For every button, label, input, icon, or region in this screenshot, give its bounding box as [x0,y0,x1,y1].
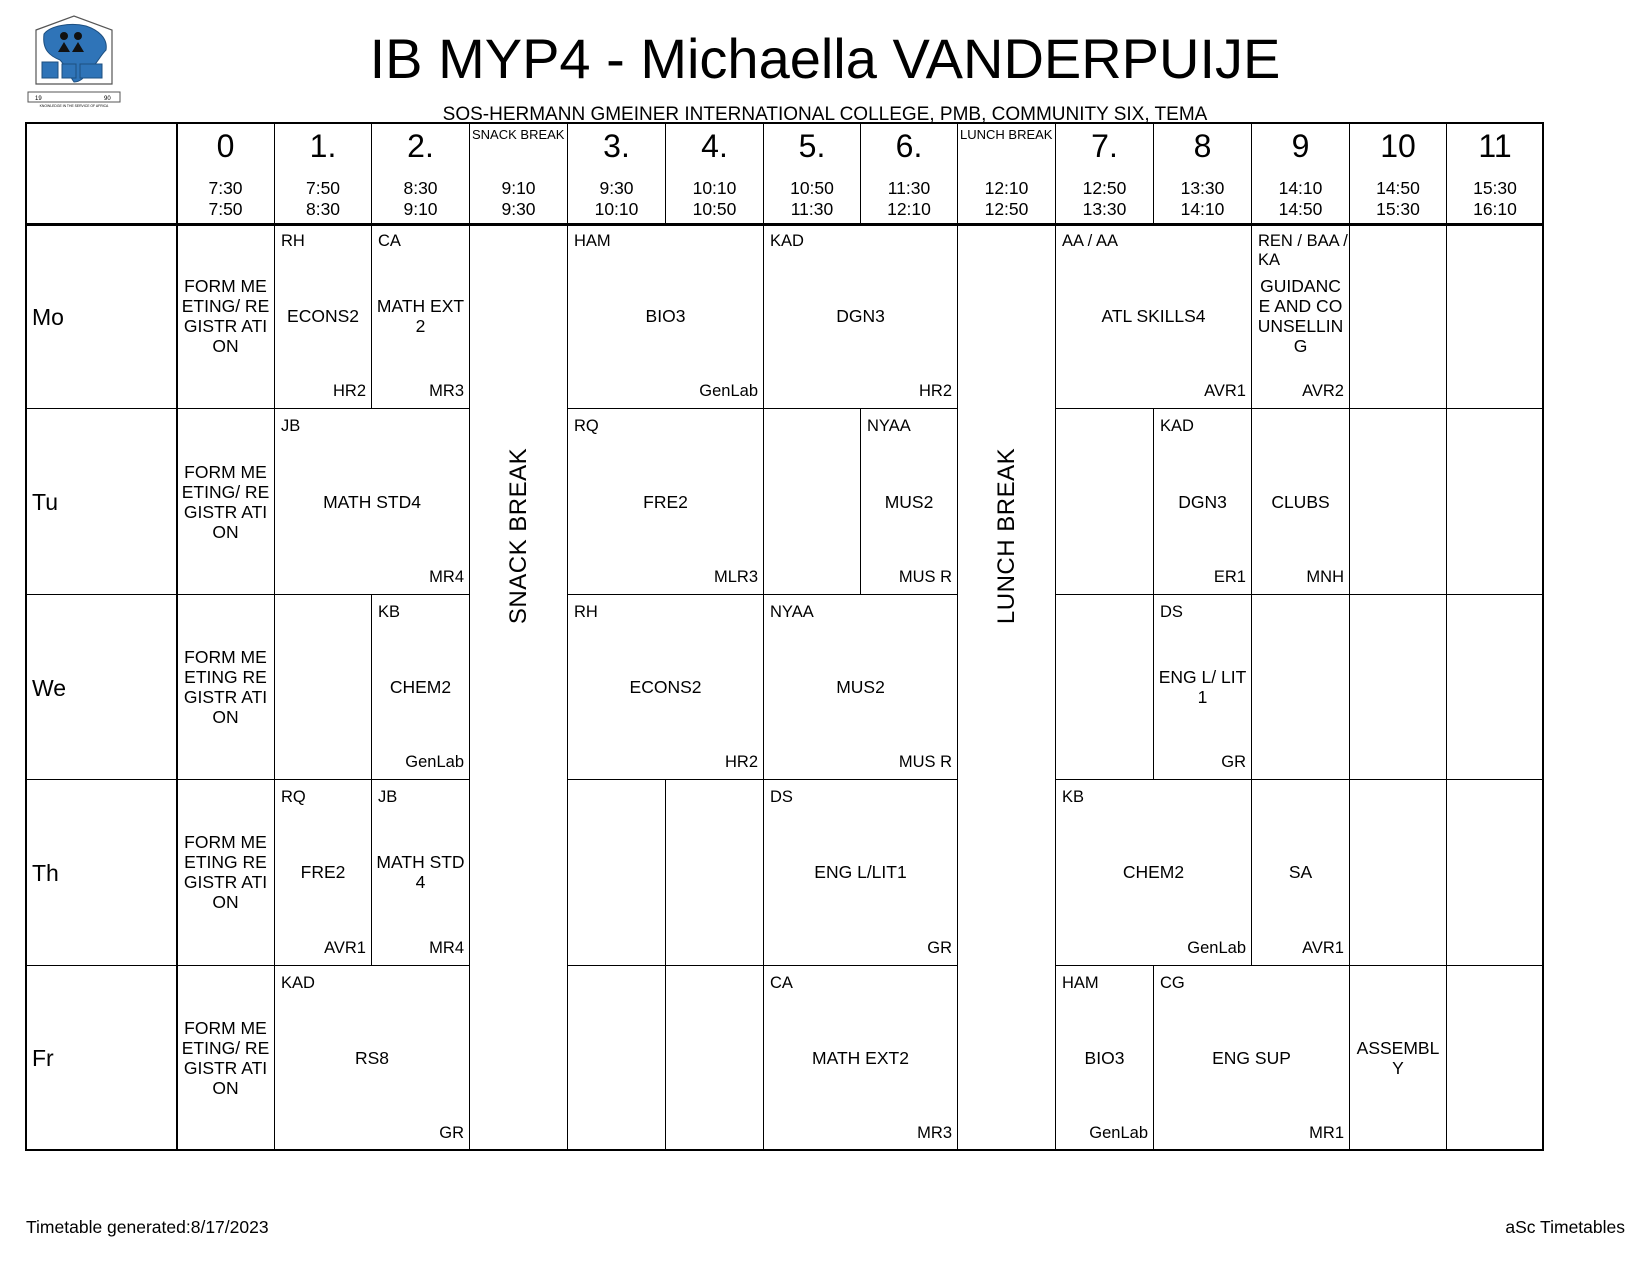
period-header-9 [1056,122,1154,224]
lesson-room: ER1 [1213,567,1246,586]
snack-break-column [470,224,568,1151]
period-end-time: 10:10 [594,199,639,219]
period-end-time: 8:30 [305,199,341,219]
lesson-room: GenLab [1187,938,1246,957]
day-label-we: We [32,674,67,701]
lesson-chem2[interactable] [1056,780,1252,965]
lesson-room: MR4 [429,567,464,586]
period-time [764,178,860,220]
lesson-teacher: HAM [1062,973,1099,992]
lesson-teacher: JB [378,788,398,807]
period-time [1350,178,1446,220]
period-header-4 [568,122,666,224]
period-time [666,178,763,220]
lesson-fre2[interactable] [568,409,764,594]
form-meeting-label: FORM MEETING REGISTR ATION [183,832,268,913]
timetable-title: IB MYP4 - Michaella VANDERPUIJE [369,27,1281,90]
form-meeting-label: FORM MEETING/ REGISTR ATION [181,276,270,357]
period-header-13 [1447,122,1544,224]
row-divider [25,965,177,966]
period-header-12 [1350,122,1447,224]
svg-text:KNOWLEDGE IN THE SERVICE OF AF: KNOWLEDGE IN THE SERVICE OF AFRICA [39,104,109,108]
lesson-subject: MUS2 [884,491,934,512]
lesson-room: AVR1 [1302,938,1344,957]
period-end-time: 11:30 [790,199,834,219]
lesson-rs8[interactable] [275,966,470,1151]
lesson-subject: CLUBS [1271,491,1330,512]
period-start-time: 15:30 [1473,178,1517,198]
row-divider [25,779,177,780]
period-end-time: 15:30 [1376,199,1420,219]
empty-slot [1447,409,1544,594]
lesson-room: MUS R [898,753,952,772]
lesson-room: HR2 [724,753,758,772]
lesson-teacher: KAD [281,973,315,992]
svg-text:19: 19 [35,96,42,102]
period-label: SNACK BREAK [472,127,565,142]
lesson-mus2[interactable] [764,595,958,780]
snack-break-column-label: SNACK BREAK [505,447,532,624]
empty-slot [1350,409,1447,594]
empty-slot [1056,409,1154,594]
lesson-bio3[interactable] [1056,966,1154,1151]
lesson-eng-sup[interactable] [1154,966,1350,1151]
empty-slot [568,966,666,1151]
lesson-teacher: KB [1062,788,1085,807]
period-number: 4. [701,128,728,164]
period-number: 10 [1380,128,1416,164]
lesson-room: MNH [1306,567,1344,586]
lesson-teacher: NYAA [770,602,814,621]
empty-slot [1350,780,1447,965]
empty-slot [1447,780,1544,965]
period-header-5 [666,122,764,224]
period-start-time: 9:10 [501,178,536,198]
period-end-time: 14:10 [1180,199,1225,219]
form-meeting-cell [177,409,275,594]
empty-slot [568,780,666,965]
lesson-subject: ENG SUP [1212,1047,1291,1068]
form-meeting-cell [177,780,275,965]
lesson-subject: ASSEMBLY [1356,1037,1440,1078]
generated-date: Timetable generated:8/17/2023 [26,1217,269,1237]
lesson-subject: MUS2 [836,676,885,697]
lesson-teacher: RH [574,602,598,621]
lesson-subject: RS8 [354,1047,390,1068]
period-start-time: 13:30 [1180,178,1225,198]
period-number: 1. [309,128,337,164]
period-number: 7. [1091,128,1118,164]
lesson-subject: MATH STD4 [323,491,421,512]
lesson-sa[interactable] [1252,780,1350,965]
lesson-room: GR [927,938,952,957]
lesson-math-ext2[interactable] [764,966,958,1151]
form-meeting-cell [177,224,275,409]
lesson-subject: BIO3 [1084,1047,1125,1068]
lesson-eng-l-lit1[interactable] [764,780,958,965]
lesson-subject: MATH EXT2 [812,1047,909,1068]
lesson-subject: FRE2 [300,862,346,883]
lesson-guidance-and-counselling[interactable] [1252,224,1350,409]
period-header-2 [372,122,470,224]
lesson-subject: ENG L/LIT1 [814,862,907,883]
svg-text:90: 90 [104,96,111,102]
form-meeting-label: FORM MEETING/ REGISTR ATION [181,1017,270,1098]
row-divider [25,408,177,409]
period-start-time: 14:10 [1278,178,1323,198]
period-end-time: 16:10 [1473,199,1517,219]
form-meeting-label: FORM MEETING REGISTR ATION [183,646,268,727]
empty-slot [1447,595,1544,780]
lesson-assembly[interactable] [1350,966,1447,1151]
period-number: 2. [407,128,434,164]
empty-slot [275,595,372,780]
lesson-subject: MATH EXT2 [376,296,465,337]
asc-brand: aSc Timetables [1505,1217,1625,1237]
lesson-math-ext2[interactable] [372,224,470,409]
period-number: 3. [603,128,630,164]
lesson-subject: BIO3 [645,306,686,327]
period-header-10 [1154,122,1252,224]
form-meeting-cell [177,966,275,1151]
lesson-chem2[interactable] [372,595,470,780]
lesson-teacher: RQ [281,788,306,807]
empty-slot [764,409,861,594]
empty-slot [1447,966,1544,1151]
lesson-bio3[interactable] [568,224,764,409]
period-end-time: 10:50 [692,199,737,219]
period-header-0 [177,122,275,224]
lesson-subject: CHEM2 [389,676,452,697]
lesson-room: HR2 [918,382,952,401]
lesson-room: AVR1 [324,938,366,957]
period-header-3 [470,122,568,224]
period-header-7 [861,122,958,224]
period-header-11 [1252,122,1350,224]
lesson-teacher: REN / BAA / KA [1258,232,1348,269]
period-start-time: 11:30 [887,178,931,198]
lesson-fre2[interactable] [275,780,372,965]
form-meeting-label: FORM MEETING/ REGISTR ATION [181,461,270,542]
lesson-econs2[interactable] [275,224,372,409]
school-subtitle: SOS-HERMANN GMEINER INTERNATIONAL COLLEGE, PMB, COMMUNITY SIX, TEMA [442,104,1208,125]
lesson-teacher: KB [378,602,401,621]
period-time [275,178,371,220]
lesson-room: MUS R [898,567,952,586]
empty-slot [1447,224,1544,409]
lesson-teacher: RQ [574,417,599,436]
lesson-subject: GUIDANCE AND COUNSELLING [1257,276,1344,357]
lesson-teacher: CG [1160,973,1185,992]
lesson-mus2[interactable] [861,409,958,594]
period-time [177,178,274,220]
period-time [1056,178,1153,220]
lesson-room: MR1 [1309,1123,1344,1142]
period-time [1154,178,1251,220]
lesson-subject: ENG L/ LIT1 [1158,666,1247,707]
period-header-8 [958,122,1056,224]
period-end-time: 12:50 [984,199,1029,219]
lesson-subject: ECONS2 [629,676,702,697]
lesson-room: MR3 [429,382,464,401]
lesson-dgn3[interactable] [1154,409,1252,594]
period-start-time: 10:10 [692,178,737,198]
lesson-eng-l-lit1[interactable] [1154,595,1252,780]
period-end-time: 9:30 [501,199,536,219]
period-time [372,178,469,220]
day-label-mo: Mo [32,303,64,330]
period-start-time: 8:30 [403,178,438,198]
lesson-room: MR4 [429,938,464,957]
period-end-time: 13:30 [1082,199,1127,219]
lunch-break-column [958,224,1056,1151]
period-time [958,178,1055,220]
period-end-time: 7:50 [208,199,243,219]
lesson-subject: DGN3 [836,306,885,327]
period-time [1447,178,1543,220]
lesson-teacher: KAD [770,232,804,250]
lesson-room: AVR2 [1302,382,1344,401]
lesson-subject: ECONS2 [287,306,359,327]
lesson-math-std4[interactable] [372,780,470,965]
period-start-time: 9:30 [599,178,634,198]
period-start-time: 14:50 [1376,178,1420,198]
period-start-time: 12:50 [1082,178,1127,198]
lesson-atl-skills4[interactable] [1056,224,1252,409]
row-divider [25,594,177,595]
lesson-teacher: AA / AA [1062,232,1118,250]
lesson-dgn3[interactable] [764,224,958,409]
lesson-teacher: CA [770,973,793,992]
lesson-room: GR [1221,753,1246,772]
lesson-subject: CHEM2 [1122,862,1185,883]
period-header-1 [275,122,372,224]
period-number: 6. [895,128,923,164]
empty-slot [1350,224,1447,409]
lesson-room: AVR1 [1204,382,1246,401]
period-start-time: 12:10 [984,178,1029,198]
lesson-teacher: NYAA [867,417,911,436]
lesson-subject: MATH STD4 [376,852,465,893]
lesson-math-std4[interactable] [275,409,470,594]
lesson-room: HR2 [332,382,366,401]
lesson-teacher: CA [378,232,401,250]
empty-slot [666,966,764,1151]
lesson-teacher: KAD [1160,417,1194,436]
day-label-tu: Tu [32,489,58,516]
period-time [861,178,957,220]
lesson-subject: DGN3 [1178,491,1227,512]
period-label: LUNCH BREAK [960,127,1053,142]
period-time [1252,178,1349,220]
period-number: 0 [216,128,235,164]
lesson-teacher: DS [1160,602,1183,621]
empty-slot [1252,595,1350,780]
lesson-room: MR3 [917,1123,952,1142]
empty-slot [666,780,764,965]
empty-slot [1350,595,1447,780]
lesson-clubs[interactable] [1252,409,1350,594]
day-label-fr: Fr [32,1045,54,1072]
period-end-time: 14:50 [1278,199,1323,219]
lesson-subject: ATL SKILLS4 [1101,306,1206,327]
lesson-subject: SA [1288,862,1313,883]
lesson-teacher: HAM [574,232,611,250]
period-time [470,178,567,220]
period-start-time: 10:50 [790,178,834,198]
period-start-time: 7:50 [305,178,341,198]
lesson-teacher: DS [770,788,793,807]
lesson-room: GenLab [699,382,758,401]
period-header-6 [764,122,861,224]
lesson-room: GenLab [1089,1123,1148,1142]
period-end-time: 9:10 [403,199,438,219]
period-time [568,178,665,220]
lunch-break-column-label: LUNCH BREAK [993,447,1020,624]
lesson-econs2[interactable] [568,595,764,780]
day-label-th: Th [32,859,59,886]
period-number: 11 [1478,128,1512,164]
form-meeting-cell [177,595,275,780]
lesson-subject: FRE2 [643,491,688,512]
period-number: 8 [1193,128,1212,164]
empty-slot [1056,595,1154,780]
period-number: 5. [798,128,826,164]
period-start-time: 7:30 [208,178,243,198]
period-end-time: 12:10 [887,199,931,219]
lesson-teacher: JB [281,417,301,436]
lesson-room: MLR3 [713,567,758,586]
lesson-room: GR [439,1123,464,1142]
period-number: 9 [1291,128,1310,164]
lesson-room: GenLab [405,753,464,772]
lesson-teacher: RH [281,232,305,250]
